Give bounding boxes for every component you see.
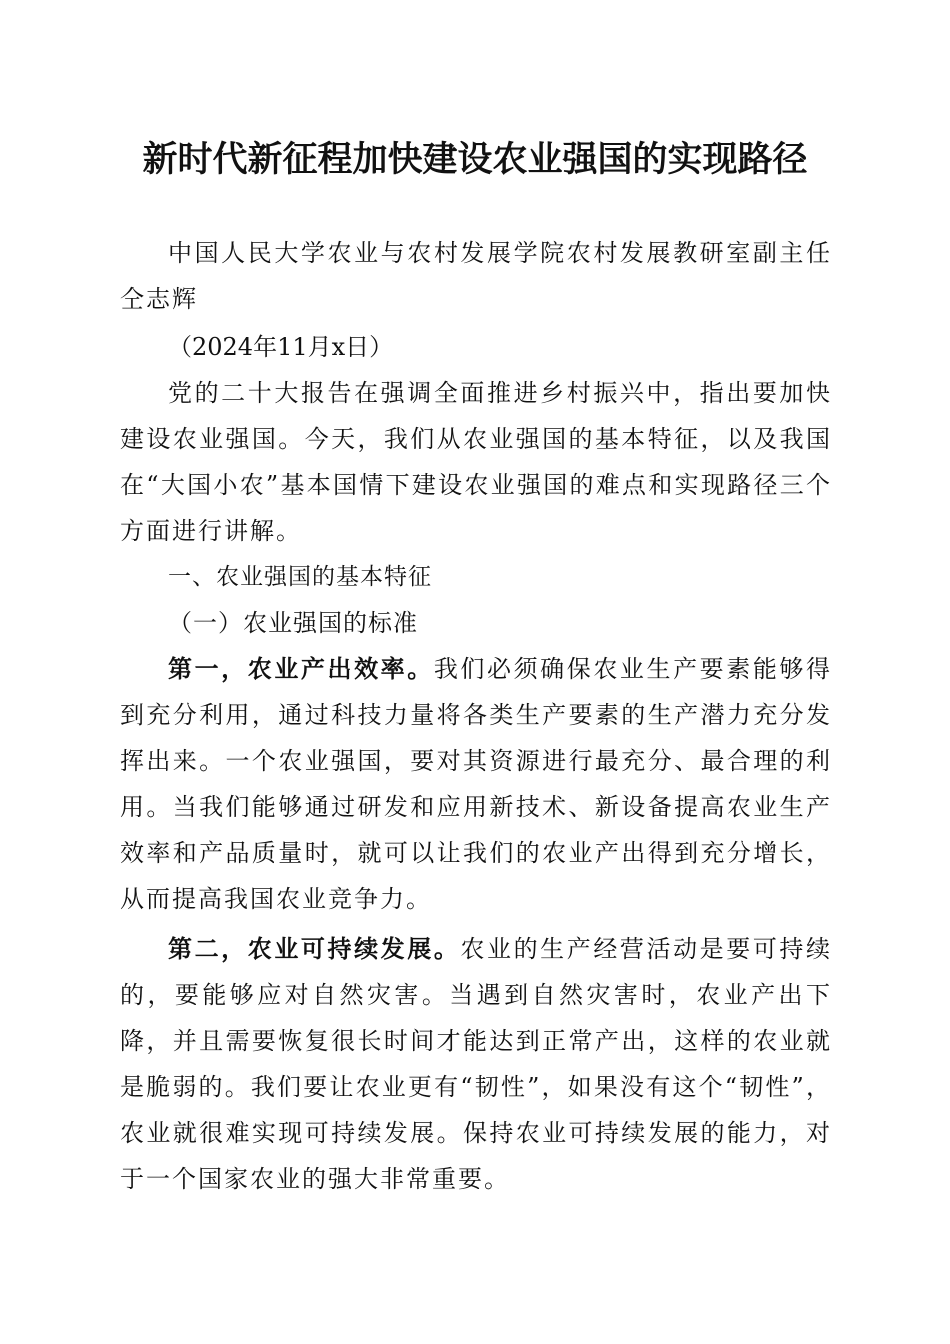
point-two-text: 农业的生产经营活动是要可持续的，要能够应对自然灾害。当遇到自然灾害时，农业产出下降，并且需要恢复很长时间才能达到正常产出，这样的农业就是脆弱的。我们要让农业更有“韧性”，如果没有这个“韧性”，农业就很难实现可持续发展。保持农业可持续发展的能力，对于一个国家农业的强大非常重要。 — [120, 935, 833, 1193]
point-two-paragraph — [120, 926, 832, 1202]
document-title: 新时代新征程加快建设农业强国的实现路径 — [142, 139, 808, 180]
date-line: （2024年11月x日） — [168, 333, 394, 361]
point-two-lead: 第二，农业可持续发展。 — [168, 934, 461, 963]
intro-paragraph: 党的二十大报告在强调全面推进乡村振兴中，指出要加快建设农业强国。今天，我们从农业强国的基本特征，以及我国在“大国小农”基本国情下建设农业强国的难点和实现路径三个方面进行讲解。 — [120, 379, 832, 545]
document-body — [120, 230, 832, 1202]
point-one-paragraph — [120, 646, 832, 922]
point-one-text: 我们必须确保农业生产要素能够得到充分利用，通过科技力量将各类生产要素的生产潜力充分发挥出来。一个农业强国，要对其资源进行最充分、最合理的利用。当我们能够通过研发和应用新技术、新设备提高农业生产效率和产品质量时，就可以让我们的农业产出得到充分增长，从而提高我国农业竞争力。 — [120, 655, 833, 913]
point-one-lead: 第一，农业产出效率。 — [168, 654, 434, 683]
author-line: 中国人民大学农业与农村发展学院农村发展教研室副主任仝志辉 — [120, 239, 832, 313]
subsection-heading: （一）农业强国的标准 — [168, 609, 418, 637]
section-heading: 一、农业强国的基本特征 — [168, 564, 432, 590]
